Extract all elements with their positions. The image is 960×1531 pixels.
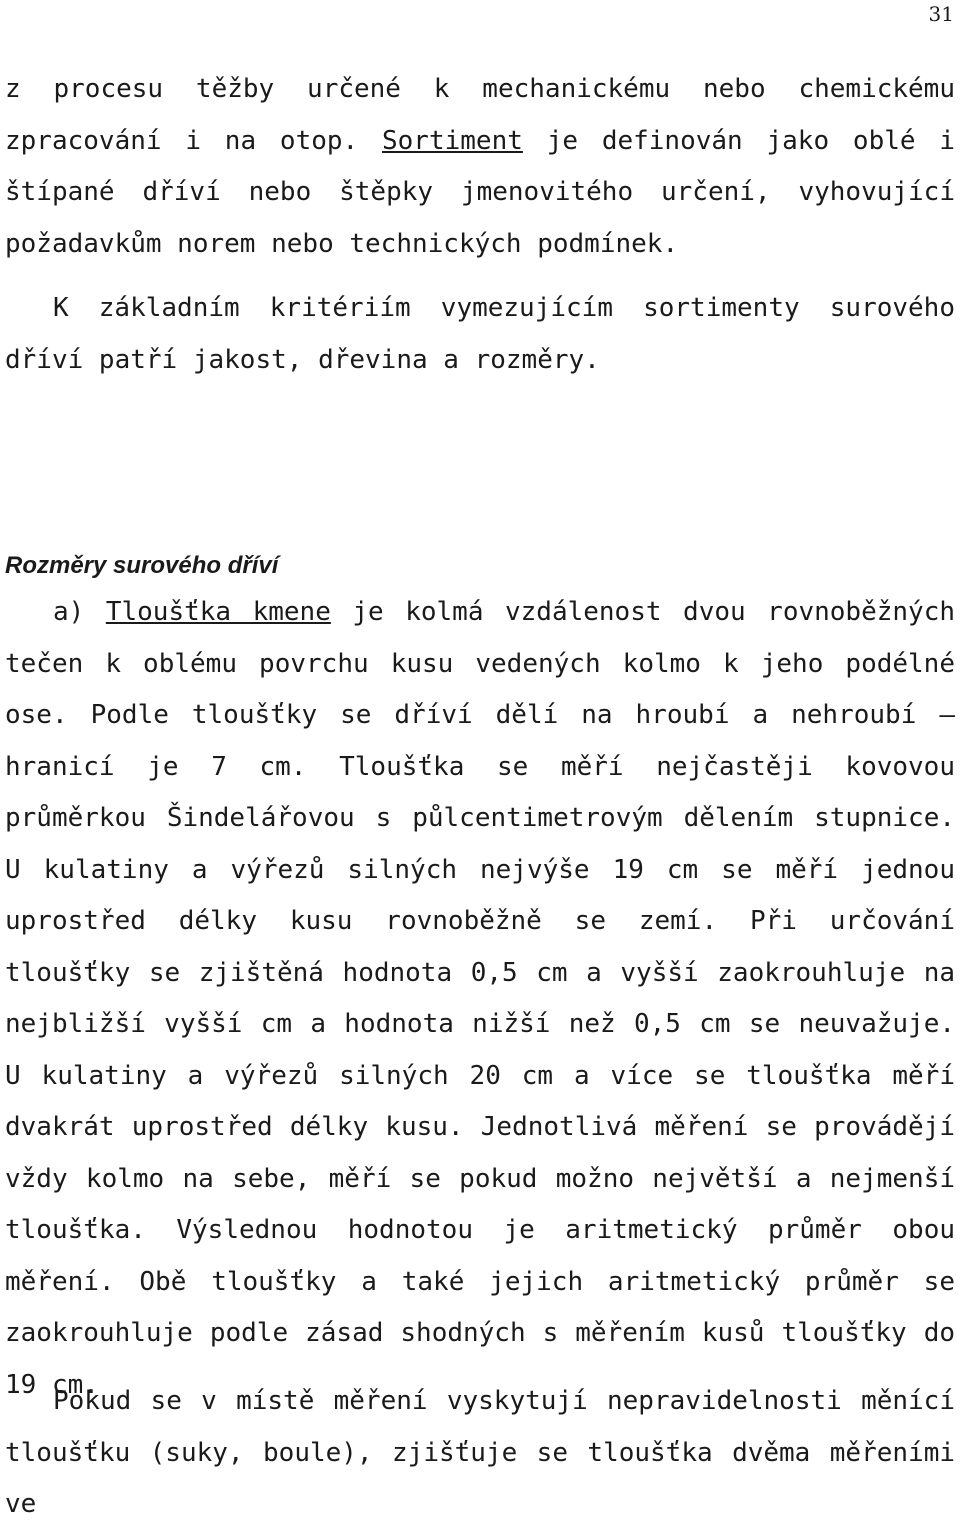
list-item-a bbox=[5, 587, 955, 1411]
paragraph-sortiment-rest: je definován jako oblé i štípané dříví nebo štěpky jmenovitého určení, vyhovující požadavkům norem nebo technických podmínek. bbox=[5, 125, 955, 259]
section-heading: Rozměry surového dříví bbox=[5, 552, 279, 579]
paragraph-sortiment bbox=[5, 64, 955, 270]
term-tloustka-kmene[interactable]: Tloušťka kmene bbox=[105, 597, 331, 627]
page-number: 31 bbox=[928, 2, 954, 26]
paragraph-criteria: K základním kritériím vymezujícím sortimenty surového dříví patří jakost, dřevina a rozměry. bbox=[5, 293, 955, 375]
paragraph-sortiment-lead: z procesu těžby určené k mechanickému nebo chemickému zpracování i na otop. bbox=[5, 74, 955, 156]
paragraph-irregularities: Pokud se v místě měření vyskytují nepravidelnosti měnící tloušťku (suky, boule), zjišťuje se tloušťka dvěma měřeními ve bbox=[5, 1386, 955, 1519]
list-item-marker: a) bbox=[53, 597, 85, 627]
sortiment-link[interactable]: Sortiment bbox=[382, 125, 523, 156]
list-item-a-text: je kolmá vzdálenost dvou rovnoběžných tečen k oblému povrchu kusu vedených kolmo k jeho podélné ose. Podle tloušťky se dříví dělí na hroubí a nehroubí – hranicí je 7 cm. Tloušťka se měří nejčastěji kovovou průměrkou Šindelářovou s půlcentimetrovým dělením stupnice. U kulatiny a výřezů silných nejvýše 19 cm se měří jednou uprostřed délky kusu rovnoběžně se zemí. Při určování tloušťky se zjištěná hodnota 0,5 cm a vyšší zaokrouhluje na nejbližší vyšší cm a hodnota nižší než 0,5 cm se neuvažuje. U kulatiny a výřezů silných 20 cm a více se tloušťka měří dvakrát uprostřed délky kusu. Jednotlivá měření se provádějí vždy kolmo na sebe, měří se pokud možno největší a nejmenší tloušťka. Výslednou hodnotou je aritmetický průměr obou měření. Obě tloušťky a také jejich aritmetický průměr se zaokrouhluje podle zásad shodných s měřením kusů tloušťky do 19 cm. bbox=[5, 597, 956, 1400]
